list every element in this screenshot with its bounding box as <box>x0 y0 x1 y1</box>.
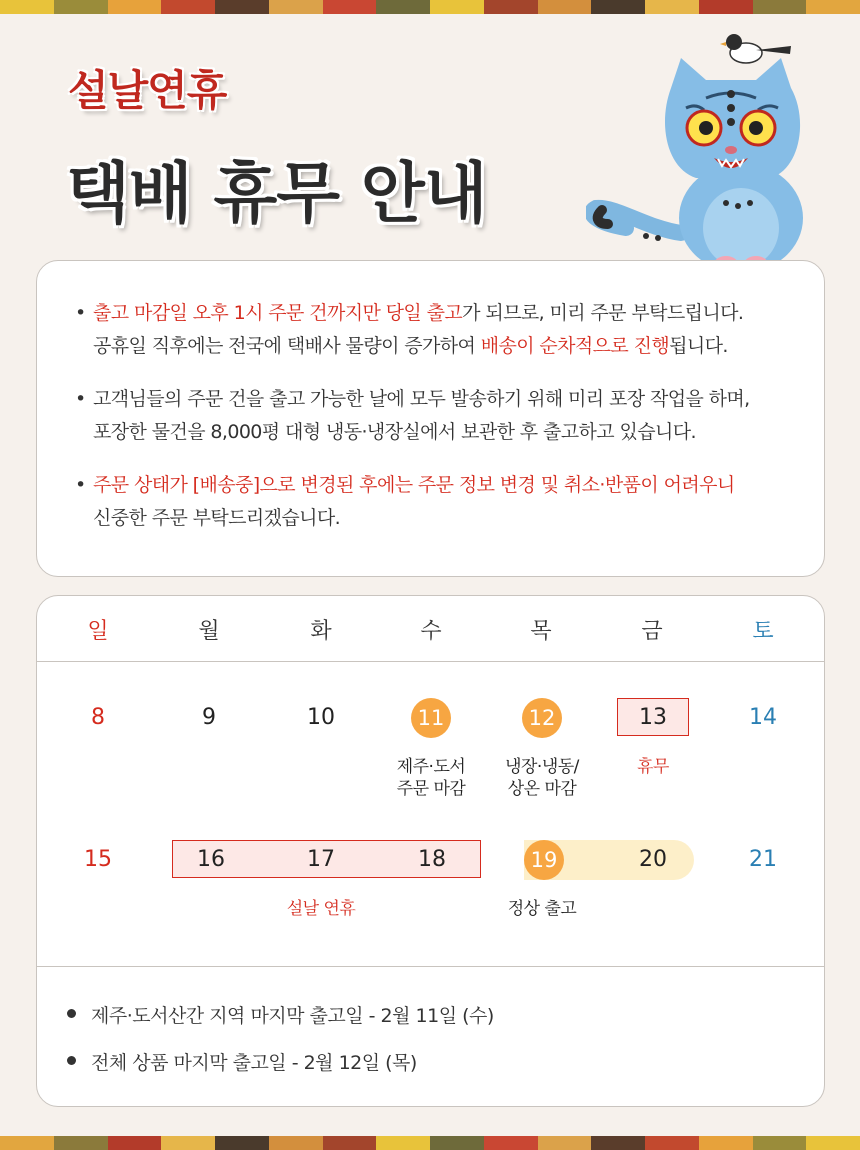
date-cell: 21 <box>749 847 777 872</box>
notice-box <box>36 260 825 577</box>
date-cell-highlighted: 19 <box>524 840 564 880</box>
notice-1-line2-end: 됩니다. <box>669 335 728 357</box>
footer-item: 전체 상품 마지막 출고일 - 2월 12일 (목) <box>67 1048 824 1075</box>
footer-item: 제주·도서산간 지역 마지막 출고일 - 2월 11일 (수) <box>67 1001 824 1028</box>
page-subtitle: 설날연휴 <box>68 66 227 115</box>
note-line: 제주·도서 <box>396 757 466 777</box>
weekday-mon: 월 <box>198 619 220 644</box>
notice-2-line1: • 고객님들의 주문 건을 출고 가능한 날에 모두 발송하기 위해 미리 포장 작업을 하며, <box>93 388 750 410</box>
date-cell: 8 <box>91 705 105 730</box>
date-cell-holiday: 17 <box>307 847 335 872</box>
date-cell-holiday: 18 <box>418 847 446 872</box>
date-cell: 10 <box>307 705 335 730</box>
notice-1-line2-highlight: 배송이 순차적으로 진행 <box>480 335 670 357</box>
date-cell-highlighted: 12 <box>522 698 562 738</box>
note-line: 상온 마감 <box>507 779 577 799</box>
date-cell: 20 <box>639 847 667 872</box>
calendar-weekday-header <box>37 596 824 662</box>
note-line: 주문 마감 <box>396 779 466 799</box>
notice-1-line2-text: 공휴일 직후에는 전국에 택배사 물량이 증가하여 <box>93 335 481 357</box>
notice-item-1 <box>75 297 794 363</box>
weekday-thu: 목 <box>530 619 552 644</box>
notice-3-line2: 신중한 주문 부탁드리겠습니다. <box>93 507 341 529</box>
note-resume: 정상 출고 <box>507 899 577 919</box>
note-holiday: 설날 연휴 <box>286 899 356 919</box>
notice-item-3 <box>75 469 794 535</box>
date-cell: 14 <box>749 705 777 730</box>
note-closed: 휴무 <box>637 757 669 777</box>
notice-1-line1-highlight: 출고 마감일 오후 1시 주문 건까지만 당일 출고 <box>93 302 463 324</box>
notice-item-2 <box>75 383 794 449</box>
note-island-deadline <box>381 756 481 800</box>
top-stripe-decoration <box>0 0 860 14</box>
date-cell: 9 <box>202 705 216 730</box>
date-cell: 15 <box>84 847 112 872</box>
date-cell-highlighted: 11 <box>411 698 451 738</box>
weekday-tue: 화 <box>310 619 332 644</box>
calendar-box <box>36 595 825 1107</box>
weekday-wed: 수 <box>420 619 442 644</box>
notice-3-line1-highlight: • 주문 상태가 [배송중]으로 변경된 후에는 주문 정보 변경 및 취소·반품이 어려우니 <box>93 474 735 496</box>
notice-1-line1-text: 가 되므로, 미리 주문 부탁드립니다. <box>462 302 744 324</box>
weekday-sun: 일 <box>87 619 109 644</box>
date-cell-closed: 13 <box>639 705 667 730</box>
page-title: 택배 휴무 안내 <box>66 155 487 232</box>
note-cold-deadline <box>487 756 597 800</box>
notice-2-line2: 포장한 물건을 8,000평 대형 냉동·냉장실에서 보관한 후 출고하고 있습니다. <box>93 421 696 443</box>
weekday-sat: 토 <box>752 619 774 644</box>
calendar-footer <box>37 966 824 1107</box>
note-line: 냉장·냉동/ <box>505 757 579 777</box>
bottom-stripe-decoration <box>0 1136 860 1150</box>
date-cell-holiday: 16 <box>197 847 225 872</box>
tiger-illustration <box>586 28 826 278</box>
weekday-fri: 금 <box>641 619 663 644</box>
